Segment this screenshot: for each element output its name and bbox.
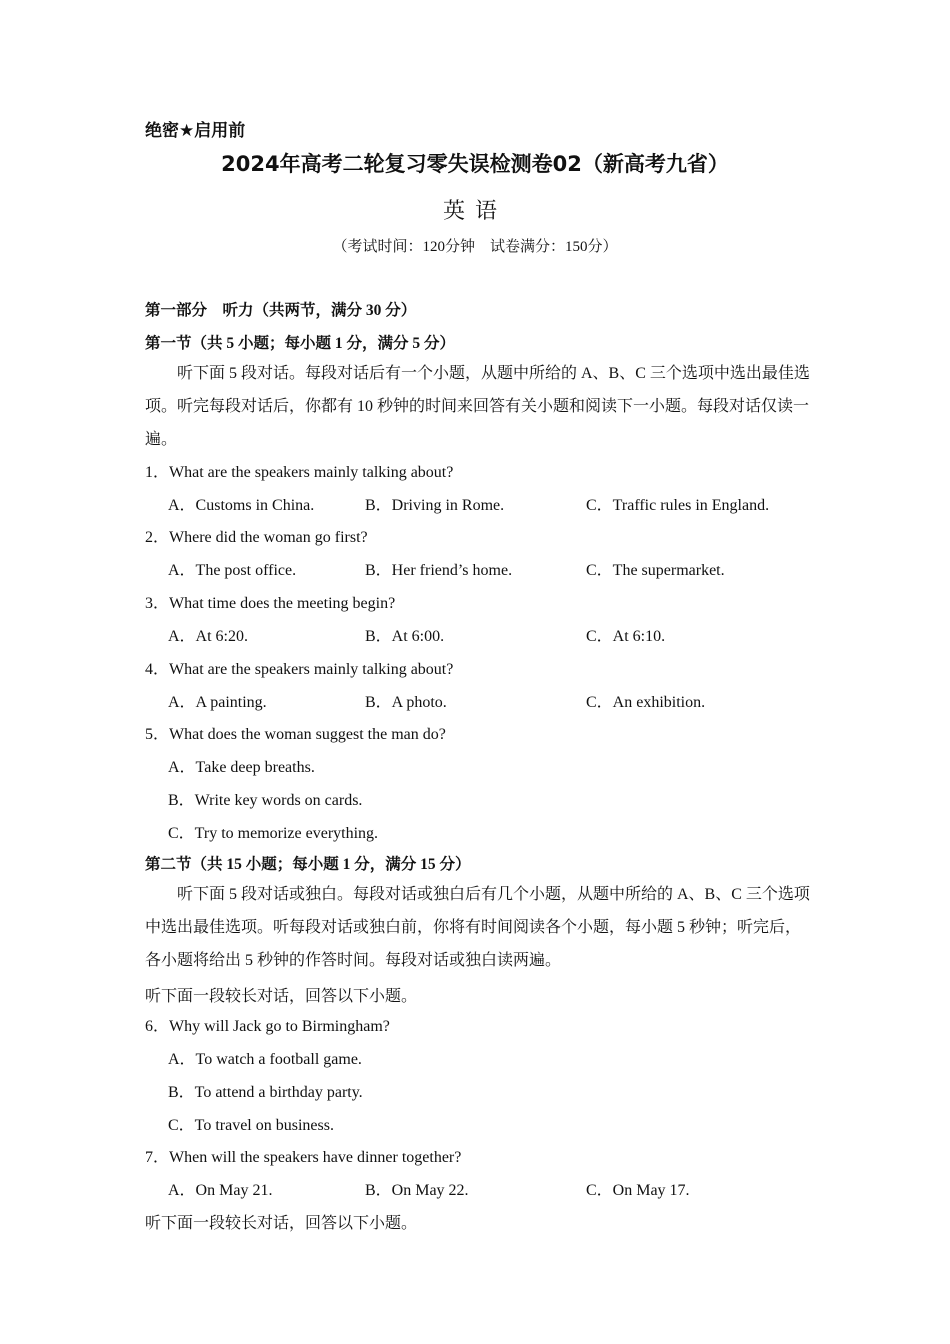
long-dialogue-note-2: 听下面一段较长对话，回答以下小题。: [145, 1215, 418, 1232]
q6-option-a: A．To watch a football game.: [168, 1051, 362, 1068]
q3-option-c: C．At 6:10.: [586, 628, 666, 645]
question-text: What are the speakers mainly talking about?: [169, 464, 454, 481]
section1-heading: 第一节（共 5 小题；每小题 1 分，满分 5 分）: [145, 335, 456, 352]
question-1: [145, 459, 453, 482]
subject-title: 英语: [442, 199, 507, 224]
question-4: [145, 656, 453, 679]
question-number: 6．: [145, 1018, 170, 1035]
question-text: What are the speakers mainly talking about?: [169, 661, 454, 678]
question-7: [145, 1144, 461, 1167]
question-text: When will the speakers have dinner together?: [169, 1149, 462, 1166]
q6-option-b: B．To attend a birthday party.: [168, 1084, 363, 1101]
q5-option-b: B．Write key words on cards.: [168, 792, 363, 809]
q1-option-a: A．Customs in China.: [168, 497, 315, 514]
q5-option-c: C．Try to memorize everything.: [168, 825, 379, 842]
question-5: [145, 721, 446, 744]
part1-heading: 第一部分 听力（共两节，满分 30 分）: [145, 302, 417, 319]
question-number: 7．: [145, 1149, 170, 1166]
q3-option-a: A．At 6:20.: [168, 628, 249, 645]
question-2: [145, 524, 368, 547]
section2-instructions: 听下面 5 段对话或独白。每段对话或独白后有几个小题，从题中所给的 A、B、C 三个选项中选出最佳选项。听每段对话或独白前，你将有时间阅读各个小题，每小题 5 秒钟；听完后，各小题将给出 5 秒钟的作答时间。每段对话或独白读两遍。: [145, 886, 810, 969]
long-dialogue-note: 听下面一段较长对话，回答以下小题。: [145, 988, 418, 1005]
question-text: Why will Jack go to Birmingham?: [169, 1018, 390, 1035]
question-3: [145, 590, 395, 613]
q4-option-b: B．A photo.: [365, 694, 447, 711]
q2-option-b: B．Her friend’s home.: [365, 562, 513, 579]
question-text: Where did the woman go first?: [169, 529, 368, 546]
q4-option-c: C．An exhibition.: [586, 694, 706, 711]
exam-info: （考试时间：120分钟 试卷满分：150分）: [332, 239, 618, 255]
q6-option-c: C．To travel on business.: [168, 1117, 334, 1134]
q7-option-c: C．On May 17.: [586, 1182, 690, 1199]
q7-option-b: B．On May 22.: [365, 1182, 469, 1199]
q1-option-b: B．Driving in Rome.: [365, 497, 505, 514]
question-number: 5．: [145, 726, 170, 743]
question-text: What does the woman suggest the man do?: [169, 726, 446, 743]
q5-option-a: A．Take deep breaths.: [168, 759, 315, 776]
q2-option-c: C．The supermarket.: [586, 562, 725, 579]
section2-heading: 第二节（共 15 小题；每小题 1 分，满分 15 分）: [145, 856, 471, 873]
q1-option-c: C．Traffic rules in England.: [586, 497, 770, 514]
q2-option-a: A．The post office.: [168, 562, 297, 579]
question-number: 4．: [145, 661, 170, 678]
section1-instructions: 听下面 5 段对话。每段对话后有一个小题，从题中所给的 A、B、C 三个选项中选出最佳选项。听完每段对话后，你都有 10 秒钟的时间来回答有关小题和阅读下一小题。每段对话仅读一遍。: [145, 365, 810, 448]
question-number: 3．: [145, 595, 170, 612]
secret-label: 绝密★启用前: [145, 121, 246, 141]
question-text: What time does the meeting begin?: [169, 595, 396, 612]
q4-option-a: A．A painting.: [168, 694, 267, 711]
question-number: 2．: [145, 529, 170, 546]
question-number: 1．: [145, 464, 170, 481]
page-title: 2024年高考二轮复习零失误检测卷02（新高考九省）: [221, 152, 729, 176]
q7-option-a: A．On May 21.: [168, 1182, 273, 1199]
q3-option-b: B．At 6:00.: [365, 628, 445, 645]
question-6: [145, 1013, 390, 1036]
